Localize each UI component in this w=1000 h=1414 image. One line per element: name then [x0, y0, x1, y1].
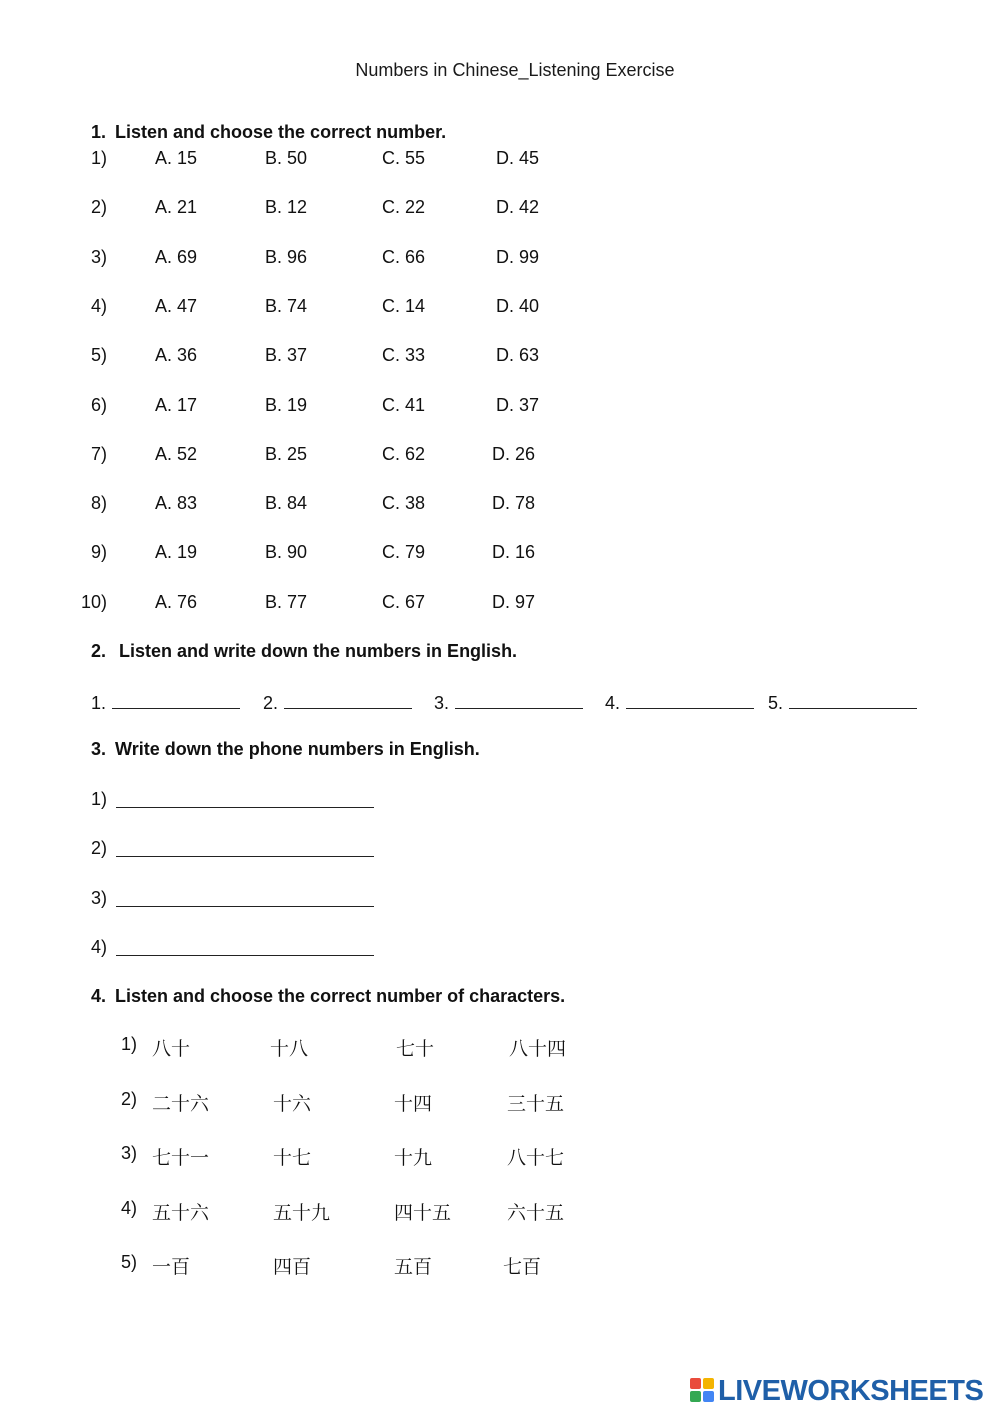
- section-4-heading: [91, 986, 565, 1007]
- answer-option[interactable]: D. 42: [496, 197, 540, 218]
- answer-option[interactable]: B. 90: [265, 542, 308, 563]
- answer-blank: [768, 690, 917, 714]
- blank-label: 2.: [263, 693, 279, 713]
- phone-row: [0, 888, 1000, 914]
- section-4-number: 4.: [91, 986, 107, 1006]
- section-1-number: 1.: [91, 122, 107, 142]
- answer-option[interactable]: B. 77: [265, 591, 308, 612]
- answer-input-line[interactable]: [112, 690, 240, 709]
- answer-option[interactable]: C. 66: [382, 246, 426, 267]
- answer-option[interactable]: D. 26: [492, 443, 536, 464]
- blanks-row: [0, 690, 1000, 716]
- phone-item-number: 1): [91, 789, 108, 809]
- character-option[interactable]: 三十五: [507, 1092, 565, 1115]
- character-option[interactable]: 二十六: [152, 1092, 210, 1115]
- liveworksheets-logo-icon: [690, 1378, 716, 1404]
- answer-option[interactable]: A. 52: [155, 443, 198, 464]
- phone-item-number: 3): [91, 887, 108, 908]
- question-number: 2): [121, 1088, 138, 1109]
- section-3-title: Write down the phone numbers in English.: [115, 739, 480, 759]
- page-title: Numbers in Chinese_Listening Exercise: [355, 60, 675, 80]
- answer-option[interactable]: C. 22: [382, 197, 426, 218]
- answer-option[interactable]: A. 36: [155, 345, 198, 366]
- character-option[interactable]: 四百: [273, 1256, 312, 1279]
- answer-input-line[interactable]: [789, 690, 917, 709]
- answer-option[interactable]: C. 38: [382, 493, 426, 514]
- section-2-number: 2.: [91, 641, 107, 661]
- answer-option[interactable]: D. 40: [496, 295, 540, 316]
- answer-option[interactable]: C. 79: [382, 542, 426, 563]
- question-number: 6): [90, 394, 107, 415]
- answer-option[interactable]: B. 19: [265, 394, 308, 415]
- answer-option[interactable]: D. 37: [496, 394, 540, 415]
- question-number: 4): [121, 1197, 138, 1218]
- character-option[interactable]: 六十五: [507, 1201, 565, 1224]
- character-option[interactable]: 十六: [273, 1092, 312, 1115]
- question-number: 5): [121, 1252, 138, 1273]
- phone-answer-line[interactable]: [116, 888, 374, 907]
- question-row: [0, 197, 1000, 223]
- question-number: 9): [90, 542, 107, 563]
- question-row: [0, 542, 1000, 568]
- character-option[interactable]: 十四: [394, 1092, 433, 1115]
- question-row: [0, 493, 1000, 519]
- question-number: 1): [121, 1034, 138, 1054]
- character-option[interactable]: 十八: [270, 1038, 309, 1060]
- answer-option[interactable]: A. 83: [155, 493, 198, 514]
- character-option[interactable]: 四十五: [394, 1201, 452, 1224]
- question-number: 10): [80, 591, 107, 612]
- character-option[interactable]: 五十九: [273, 1201, 331, 1224]
- question-row: [0, 148, 1000, 174]
- answer-option[interactable]: C. 67: [382, 591, 426, 612]
- question-number: 4): [90, 295, 107, 316]
- answer-option[interactable]: C. 14: [382, 295, 426, 316]
- character-option[interactable]: 七十一: [152, 1147, 210, 1170]
- phone-answer-line[interactable]: [116, 937, 374, 956]
- answer-option[interactable]: A. 69: [155, 246, 198, 267]
- character-option[interactable]: 七十: [396, 1038, 435, 1060]
- section-3-heading: [91, 739, 480, 760]
- character-question-row: [0, 1089, 1000, 1115]
- blank-label: 3.: [434, 693, 450, 713]
- section-4-title: Listen and choose the correct number of characters.: [115, 986, 566, 1006]
- phone-answer-line[interactable]: [116, 789, 374, 808]
- liveworksheets-logo-text: LIVEWORKSHEETS: [718, 1374, 984, 1407]
- answer-option[interactable]: B. 37: [265, 345, 308, 366]
- character-option[interactable]: 八十: [152, 1038, 191, 1060]
- answer-option[interactable]: B. 84: [265, 493, 308, 514]
- answer-option[interactable]: D. 63: [496, 345, 540, 366]
- section-2-heading: [91, 641, 517, 662]
- answer-option[interactable]: D. 16: [492, 542, 536, 563]
- section-3-number: 3.: [91, 739, 107, 759]
- character-option[interactable]: 八十四: [509, 1038, 567, 1060]
- answer-option[interactable]: A. 76: [155, 591, 198, 612]
- answer-input-line[interactable]: [455, 690, 583, 709]
- question-number: 7): [90, 443, 107, 464]
- phone-item-number: 4): [91, 936, 108, 957]
- answer-option[interactable]: D. 97: [492, 591, 536, 612]
- answer-option[interactable]: C. 62: [382, 443, 426, 464]
- character-option[interactable]: 五百: [394, 1256, 433, 1279]
- character-option[interactable]: 七百: [503, 1256, 542, 1279]
- character-option[interactable]: 十七: [273, 1147, 312, 1170]
- answer-option[interactable]: C. 33: [382, 345, 426, 366]
- answer-blank: [91, 690, 240, 714]
- answer-input-line[interactable]: [284, 690, 412, 709]
- blank-label: 1.: [91, 693, 107, 713]
- character-question-row: [0, 1034, 1000, 1060]
- answer-option[interactable]: C. 41: [382, 394, 426, 415]
- answer-option[interactable]: A. 19: [155, 542, 198, 563]
- question-row: [0, 345, 1000, 371]
- character-question-row: [0, 1252, 1000, 1278]
- question-row: [0, 592, 1000, 618]
- question-row: [0, 395, 1000, 421]
- character-question-row: [0, 1198, 1000, 1224]
- section-1-title: Listen and choose the correct number.: [115, 122, 447, 142]
- phone-row: [0, 838, 1000, 864]
- answer-option[interactable]: D. 99: [496, 246, 540, 267]
- answer-option[interactable]: B. 96: [265, 246, 308, 267]
- character-option[interactable]: 八十七: [507, 1147, 565, 1170]
- liveworksheets-watermark: [690, 1374, 983, 1408]
- answer-option[interactable]: D. 45: [496, 148, 540, 168]
- section-1-heading: [91, 122, 446, 143]
- question-number: 5): [90, 345, 107, 366]
- answer-option[interactable]: B. 12: [265, 197, 308, 218]
- answer-option[interactable]: A. 15: [155, 148, 198, 168]
- phone-row: [0, 937, 1000, 963]
- question-row: [0, 296, 1000, 322]
- answer-option[interactable]: B. 50: [265, 148, 308, 168]
- answer-option[interactable]: B. 25: [265, 443, 308, 464]
- character-option[interactable]: 十九: [394, 1147, 433, 1170]
- answer-input-line[interactable]: [626, 690, 754, 709]
- answer-option[interactable]: D. 78: [492, 493, 536, 514]
- character-question-row: [0, 1143, 1000, 1169]
- answer-blank: [605, 690, 754, 714]
- question-number: 8): [90, 493, 107, 514]
- question-number: 1): [90, 148, 107, 168]
- question-number: 2): [90, 197, 107, 218]
- question-row: [0, 247, 1000, 273]
- blank-label: 4.: [605, 693, 621, 713]
- answer-option[interactable]: A. 21: [155, 197, 198, 218]
- answer-blank: [434, 690, 583, 714]
- answer-option[interactable]: C. 55: [382, 148, 426, 168]
- answer-option[interactable]: B. 74: [265, 295, 308, 316]
- question-row: [0, 444, 1000, 470]
- question-number: 3): [121, 1143, 138, 1164]
- question-number: 3): [90, 246, 107, 267]
- answer-blank: [263, 690, 412, 714]
- phone-item-number: 2): [91, 838, 108, 859]
- blank-label: 5.: [768, 693, 784, 713]
- character-option[interactable]: 一百: [152, 1256, 191, 1279]
- section-2-title: Listen and write down the numbers in English.: [119, 641, 518, 661]
- character-option[interactable]: 五十六: [152, 1201, 210, 1224]
- phone-answer-line[interactable]: [116, 838, 374, 857]
- answer-option[interactable]: A. 17: [155, 394, 198, 415]
- answer-option[interactable]: A. 47: [155, 295, 198, 316]
- phone-row: [0, 789, 1000, 815]
